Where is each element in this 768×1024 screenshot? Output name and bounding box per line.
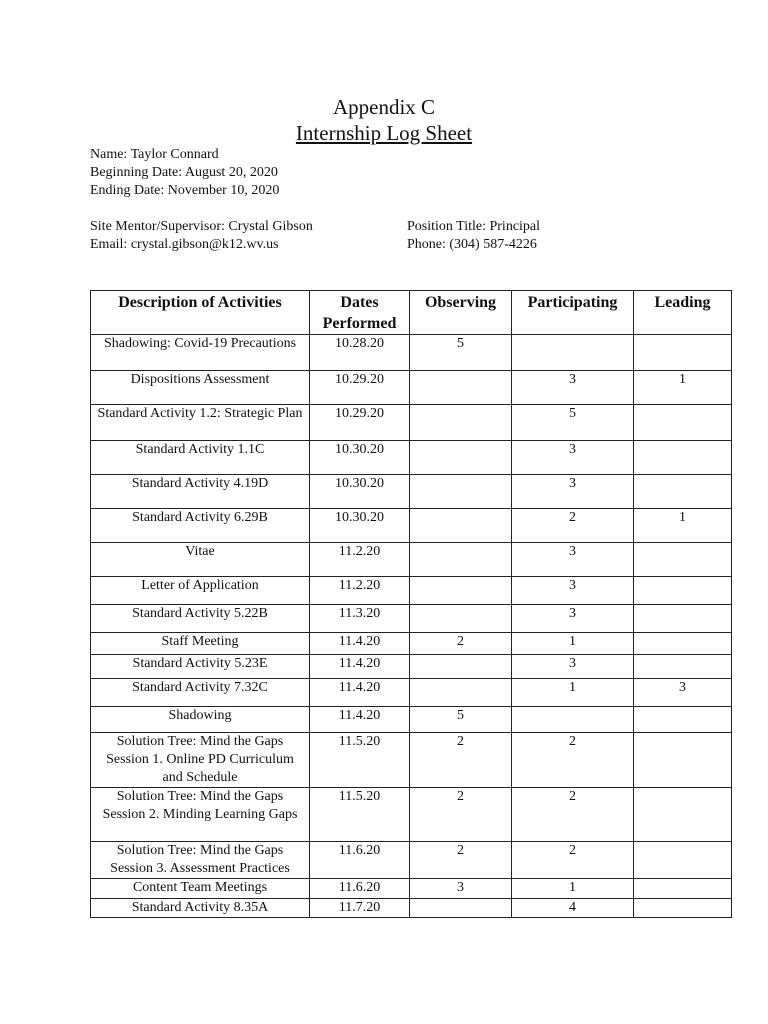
cell-leading [634, 441, 732, 475]
column-header-observing: Observing [410, 291, 512, 335]
table-row [91, 371, 732, 405]
cell-date: 11.4.20 [310, 707, 410, 733]
cell-participating: 3 [512, 577, 634, 605]
cell-description: Solution Tree: Mind the Gaps Session 3. Assessment Practices [91, 842, 310, 879]
cell-date: 11.5.20 [310, 788, 410, 842]
cell-observing [410, 509, 512, 543]
cell-leading: 1 [634, 371, 732, 405]
cell-leading [634, 707, 732, 733]
cell-description: Standard Activity 6.29B [91, 509, 310, 543]
cell-date: 10.30.20 [310, 441, 410, 475]
name-line: Name: Taylor Connard [90, 147, 219, 162]
cell-observing: 2 [410, 788, 512, 842]
cell-description: Content Team Meetings [91, 879, 310, 899]
table-header-row [91, 291, 732, 335]
position-line: Position Title: Principal [407, 219, 541, 234]
cell-participating: 3 [512, 371, 634, 405]
cell-participating: 1 [512, 633, 634, 655]
cell-participating: 2 [512, 509, 634, 543]
beginning-date-line: Beginning Date: August 20, 2020 [90, 165, 278, 180]
cell-leading [634, 899, 732, 918]
cell-description: Standard Activity 8.35A [91, 899, 310, 918]
table-row [91, 577, 732, 605]
cell-observing [410, 605, 512, 633]
page-title: Internship Log Sheet [295, 121, 473, 145]
cell-leading [634, 605, 732, 633]
cell-leading [634, 655, 732, 679]
cell-participating: 3 [512, 543, 634, 577]
cell-leading [634, 633, 732, 655]
cell-description: Letter of Application [91, 577, 310, 605]
cell-description: Vitae [91, 543, 310, 577]
cell-date: 11.4.20 [310, 655, 410, 679]
table-row [91, 335, 732, 371]
cell-date: 10.30.20 [310, 509, 410, 543]
email-line: Email: crystal.gibson@k12.wv.us [90, 237, 279, 252]
cell-observing: 2 [410, 633, 512, 655]
table-row [91, 405, 732, 441]
cell-leading [634, 788, 732, 842]
cell-description: Standard Activity 4.19D [91, 475, 310, 509]
cell-observing [410, 577, 512, 605]
cell-leading [634, 335, 732, 371]
column-header-participating: Participating [512, 291, 634, 335]
cell-participating: 2 [512, 788, 634, 842]
column-header-description: Description of Activities [91, 291, 310, 335]
cell-participating: 3 [512, 655, 634, 679]
cell-observing [410, 655, 512, 679]
column-header-dates: Dates Performed [310, 291, 410, 335]
table-row [91, 879, 732, 899]
cell-description: Standard Activity 5.23E [91, 655, 310, 679]
phone-line: Phone: (304) 587-4226 [407, 237, 537, 252]
cell-observing: 2 [410, 733, 512, 788]
cell-leading [634, 733, 732, 788]
appendix-heading: Appendix C [332, 95, 436, 119]
cell-date: 10.30.20 [310, 475, 410, 509]
cell-participating [512, 707, 634, 733]
cell-date: 10.28.20 [310, 335, 410, 371]
cell-leading [634, 405, 732, 441]
cell-description: Standard Activity 5.22B [91, 605, 310, 633]
table-body [91, 335, 732, 918]
cell-leading: 3 [634, 679, 732, 707]
cell-leading [634, 475, 732, 509]
cell-observing [410, 899, 512, 918]
cell-leading: 1 [634, 509, 732, 543]
table-row [91, 633, 732, 655]
cell-description: Shadowing [91, 707, 310, 733]
table-row [91, 543, 732, 577]
cell-leading [634, 842, 732, 879]
mentor-line: Site Mentor/Supervisor: Crystal Gibson [90, 219, 313, 234]
cell-date: 11.4.20 [310, 679, 410, 707]
cell-participating: 5 [512, 405, 634, 441]
cell-description: Staff Meeting [91, 633, 310, 655]
table-row [91, 679, 732, 707]
cell-date: 11.7.20 [310, 899, 410, 918]
table-row [91, 441, 732, 475]
cell-description: Solution Tree: Mind the Gaps Session 2. Minding Learning Gaps [91, 788, 310, 842]
cell-date: 11.6.20 [310, 879, 410, 899]
ending-date-line: Ending Date: November 10, 2020 [90, 183, 280, 198]
cell-date: 10.29.20 [310, 405, 410, 441]
table-row [91, 842, 732, 879]
cell-description: Standard Activity 1.2: Strategic Plan [91, 405, 310, 441]
activity-log-table [90, 290, 732, 918]
cell-participating [512, 335, 634, 371]
cell-description: Solution Tree: Mind the Gaps Session 1. Online PD Curriculum and Schedule [91, 733, 310, 788]
cell-participating: 3 [512, 475, 634, 509]
table-row [91, 509, 732, 543]
table-row [91, 788, 732, 842]
cell-description: Shadowing: Covid-19 Precautions [91, 335, 310, 371]
cell-leading [634, 543, 732, 577]
table-row [91, 707, 732, 733]
cell-observing: 5 [410, 335, 512, 371]
cell-date: 11.2.20 [310, 577, 410, 605]
table-row [91, 899, 732, 918]
table-row [91, 733, 732, 788]
cell-date: 11.3.20 [310, 605, 410, 633]
cell-date: 11.4.20 [310, 633, 410, 655]
table-row [91, 605, 732, 633]
cell-leading [634, 879, 732, 899]
cell-participating: 3 [512, 441, 634, 475]
cell-participating: 1 [512, 679, 634, 707]
cell-participating: 2 [512, 733, 634, 788]
cell-description: Standard Activity 7.32C [91, 679, 310, 707]
cell-observing: 2 [410, 842, 512, 879]
cell-observing [410, 441, 512, 475]
cell-observing [410, 679, 512, 707]
cell-leading [634, 577, 732, 605]
cell-observing [410, 371, 512, 405]
cell-participating: 4 [512, 899, 634, 918]
cell-date: 11.2.20 [310, 543, 410, 577]
cell-observing [410, 543, 512, 577]
table-row [91, 655, 732, 679]
column-header-leading: Leading [634, 291, 732, 335]
cell-observing: 5 [410, 707, 512, 733]
cell-observing [410, 405, 512, 441]
cell-observing: 3 [410, 879, 512, 899]
cell-date: 11.6.20 [310, 842, 410, 879]
cell-date: 11.5.20 [310, 733, 410, 788]
table-row [91, 475, 732, 509]
cell-description: Standard Activity 1.1C [91, 441, 310, 475]
cell-description: Dispositions Assessment [91, 371, 310, 405]
cell-observing [410, 475, 512, 509]
cell-participating: 2 [512, 842, 634, 879]
cell-participating: 3 [512, 605, 634, 633]
cell-date: 10.29.20 [310, 371, 410, 405]
cell-participating: 1 [512, 879, 634, 899]
